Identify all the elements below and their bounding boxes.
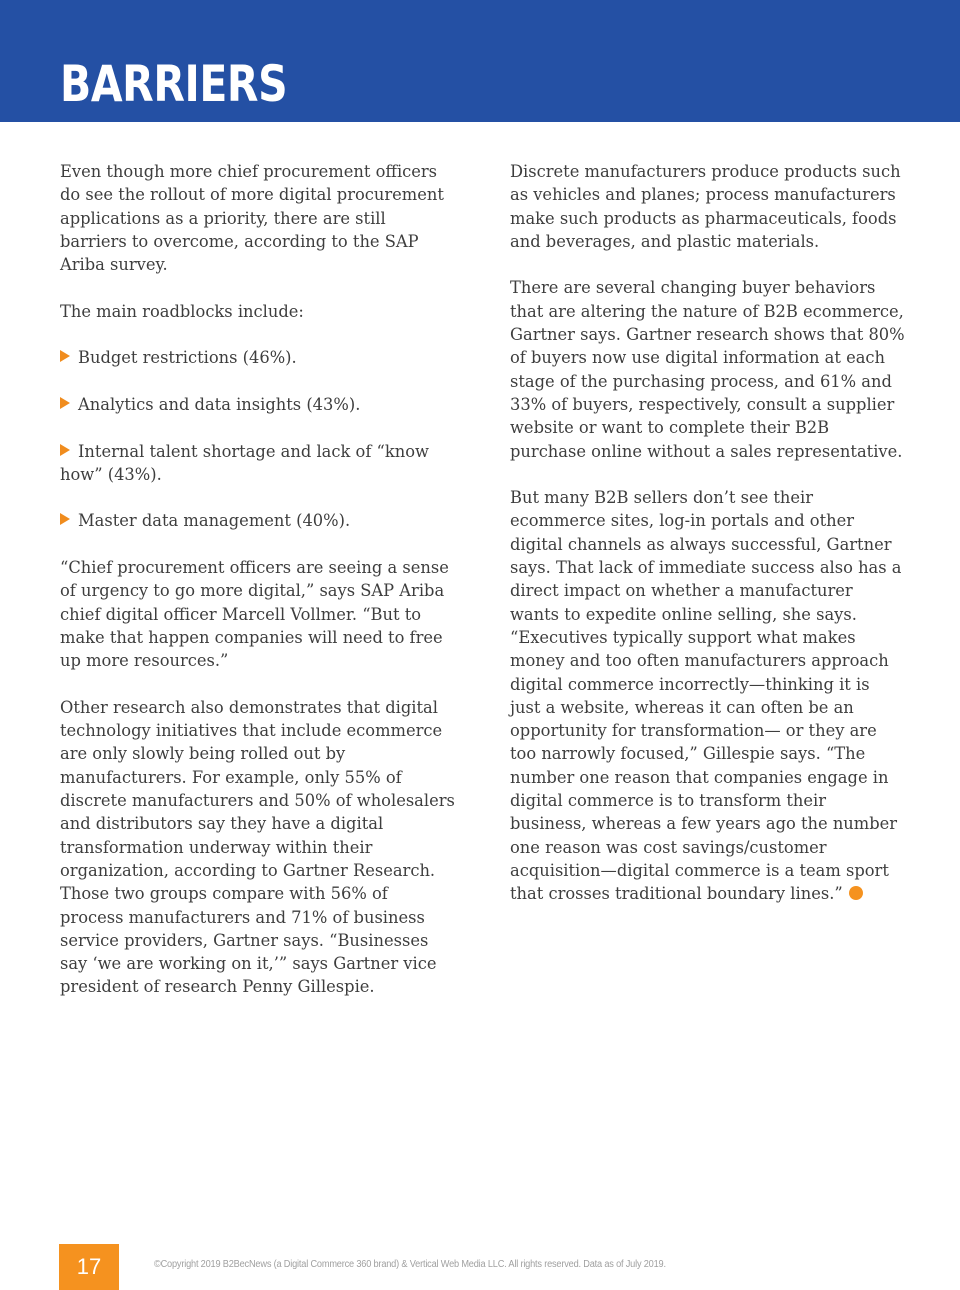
end-of-article-dot-icon [849,886,863,900]
right-column [510,160,905,929]
roadblocks-lead: The main roadblocks include: [60,301,304,321]
sellers-paragraph [510,486,905,905]
bullet-item [60,393,455,416]
arrow-bullet-icon [60,513,70,525]
header-band [0,0,960,122]
vollmer-quote-paragraph: “Chief procurement officers are seeing a sense of urgency to go more digital,” says SAP Ariba chief digital officer Marcell Vollmer. “But to make that happen companies will need to free up more resources.” [60,558,449,671]
arrow-bullet-icon [60,444,70,456]
intro-paragraph: Even though more chief procurement officers do see the rollout of more digital procurement applications as a priority, there are still barriers to overcome, according to the SAP Ariba survey. [60,162,444,275]
sellers-text: But many B2B sellers don’t see their ecommerce sites, log-in portals and other digital channels as always successful, Gartner says. That lack of immediate success also has a direct impact on whether a manufacturer wants to expedite online selling, she says. “Executives typically support what makes money and too often manufacturers approach digital commerce incorrectly—thinking it is just a website, whereas it can often be an opportunity for transformation— or they are too narrowly focused,” Gillespie says. “The number one reason that companies engage in digital commerce is to transform their business, whereas a few years ago the number one reason was cost savings/customer acquisition—digital commerce is a team sport that crosses traditional boundary lines.” [510,488,902,904]
arrow-bullet-icon [60,350,70,362]
page-number: 17 [59,1244,119,1290]
copyright-notice: ©Copyright 2019 B2BecNews (a Digital Commerce 360 brand) & Vertical Web Media LLC. All rights reserved. Data as of July 2019. [154,1259,666,1270]
bullet-item [60,346,455,369]
bullet-text: Master data management (40%). [78,511,351,531]
page-title: BARRIERS [60,55,288,113]
bullet-text: Budget restrictions (46%). [78,348,297,368]
manufacturers-paragraph: Discrete manufacturers produce products such as vehicles and planes; process manufacturers make such products as pharmaceuticals, foods and beverages, and plastic materials. [510,162,901,251]
research-paragraph: Other research also demonstrates that digital technology initiatives that include ecommerce are only slowly being rolled out by manufacturers. For example, only 55% of discrete manufacturers and 50% of wholesalers and distributors say they have a digital transformation underway within their organization, according to Gartner Research. Those two groups compare with 56% of process manufacturers and 71% of business service providers, Gartner says. “Businesses say ‘we are working on it,’” says Gartner vice president of research Penny Gillespie. [60,697,455,997]
left-column [60,160,455,1022]
bullet-text: Analytics and data insights (43%). [78,394,361,414]
bullet-item [60,509,455,532]
bullet-text: Internal talent shortage and lack of “know how” (43%). [60,441,429,484]
buyer-behaviors-paragraph: There are several changing buyer behaviors that are altering the nature of B2B ecommerce, Gartner says. Gartner research shows that 80% of buyers now use digital information at each stage of the purchasing process, and 61% and 33% of buyers, respectively, consult a supplier website or want to complete their B2B purchase online without a sales representative. [510,278,905,461]
arrow-bullet-icon [60,397,70,409]
bullet-item [60,440,455,487]
